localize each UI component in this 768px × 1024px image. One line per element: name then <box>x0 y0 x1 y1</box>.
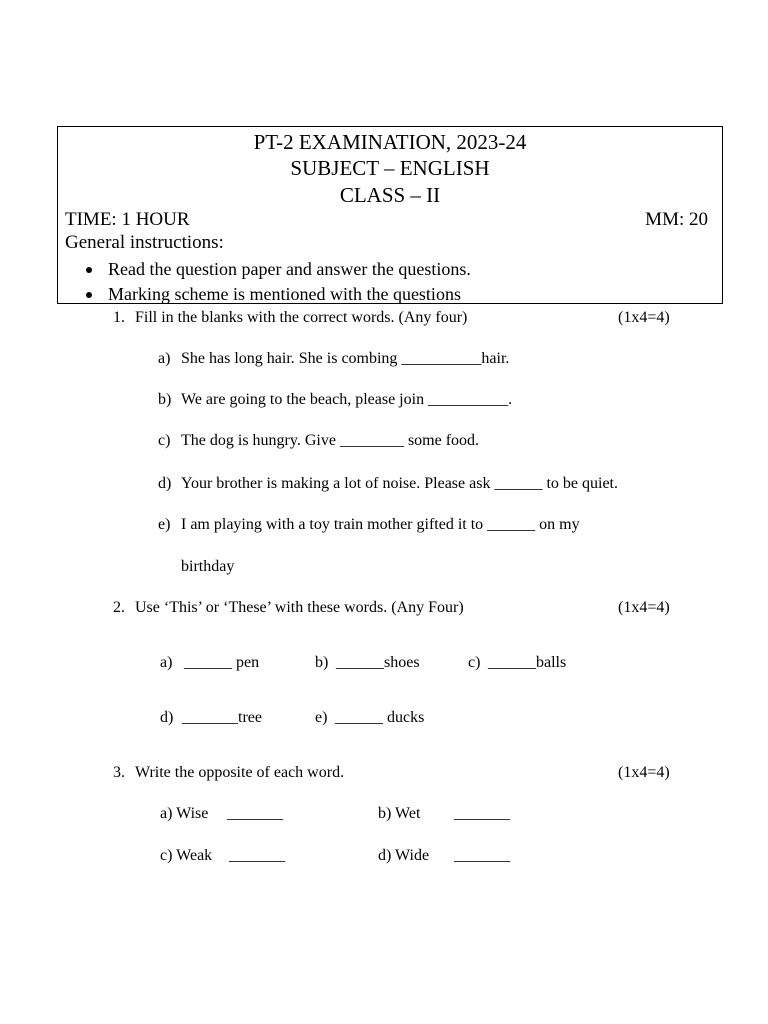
q1-item-continuation: birthday <box>181 558 235 575</box>
q2-number: 2. <box>113 599 125 616</box>
bullet-dot-icon <box>86 267 92 273</box>
instructions-heading: General instructions: <box>65 232 224 253</box>
q3-number: 3. <box>113 764 125 781</box>
q1-number: 1. <box>113 309 125 326</box>
exam-header-box <box>57 126 723 304</box>
q2-marks: (1x4=4) <box>618 599 670 616</box>
exam-subject: SUBJECT – ENGLISH <box>290 156 490 180</box>
q3-item-blank: _______ <box>227 805 283 822</box>
q2-item-text: ______shoes <box>336 654 420 671</box>
q1-item-text: The dog is hungry. Give ________ some food. <box>181 432 480 449</box>
q2-item-text: ______balls <box>488 654 567 671</box>
q1-item-label: e) <box>158 516 171 533</box>
exam-class: CLASS – II <box>339 183 441 207</box>
instruction-item: Read the question paper and answer the questions. <box>86 258 471 280</box>
q1-item-text: Your brother is making a lot of noise. Please ask ______ to be quiet. <box>181 475 618 492</box>
q3-marks: (1x4=4) <box>618 764 670 781</box>
q1-marks: (1x4=4) <box>618 309 670 326</box>
q3-item-label: c) Weak <box>160 847 213 864</box>
instruction-item: Marking scheme is mentioned with the questions <box>86 283 461 305</box>
q1-item-label: d) <box>158 475 172 492</box>
q2-item-text: ______ ducks <box>335 709 425 726</box>
q2-item-text: _______tree <box>182 709 262 726</box>
q1-item-label: a) <box>158 350 171 367</box>
exam-title: PT-2 EXAMINATION, 2023-24 <box>253 130 527 154</box>
q2-item-label: c) <box>468 654 481 671</box>
exam-time: TIME: 1 HOUR <box>65 209 190 230</box>
q2-item-text: ______ pen <box>184 654 260 671</box>
q3-item-blank: _______ <box>229 847 285 864</box>
bullet-dot-icon <box>86 292 92 298</box>
q1-item-text: We are going to the beach, please join __________. <box>181 391 513 408</box>
exam-max-marks: MM: 20 <box>645 209 708 230</box>
q2-item-label: b) <box>315 654 329 671</box>
q2-item-label: d) <box>160 709 174 726</box>
q3-item-blank: _______ <box>454 847 510 864</box>
q3-item-blank: _______ <box>454 805 510 822</box>
q3-item-label: a) Wise <box>160 805 209 822</box>
q1-item-label: c) <box>158 432 171 449</box>
q2-item-label: a) <box>160 654 173 671</box>
q1-item-text: I am playing with a toy train mother gifted it to ______ on my <box>181 516 580 533</box>
q1-item-label: b) <box>158 391 172 408</box>
q2-text: Use ‘This’ or ‘These’ with these words. (Any Four) <box>135 599 464 616</box>
q1-text: Fill in the blanks with the correct words. (Any four) <box>135 309 468 326</box>
q1-item-text: She has long hair. She is combing __________hair. <box>181 350 510 367</box>
q3-item-label: d) Wide <box>378 847 430 864</box>
q3-text: Write the opposite of each word. <box>135 764 345 781</box>
q2-item-label: e) <box>315 709 328 726</box>
q3-item-label: b) Wet <box>378 805 421 822</box>
